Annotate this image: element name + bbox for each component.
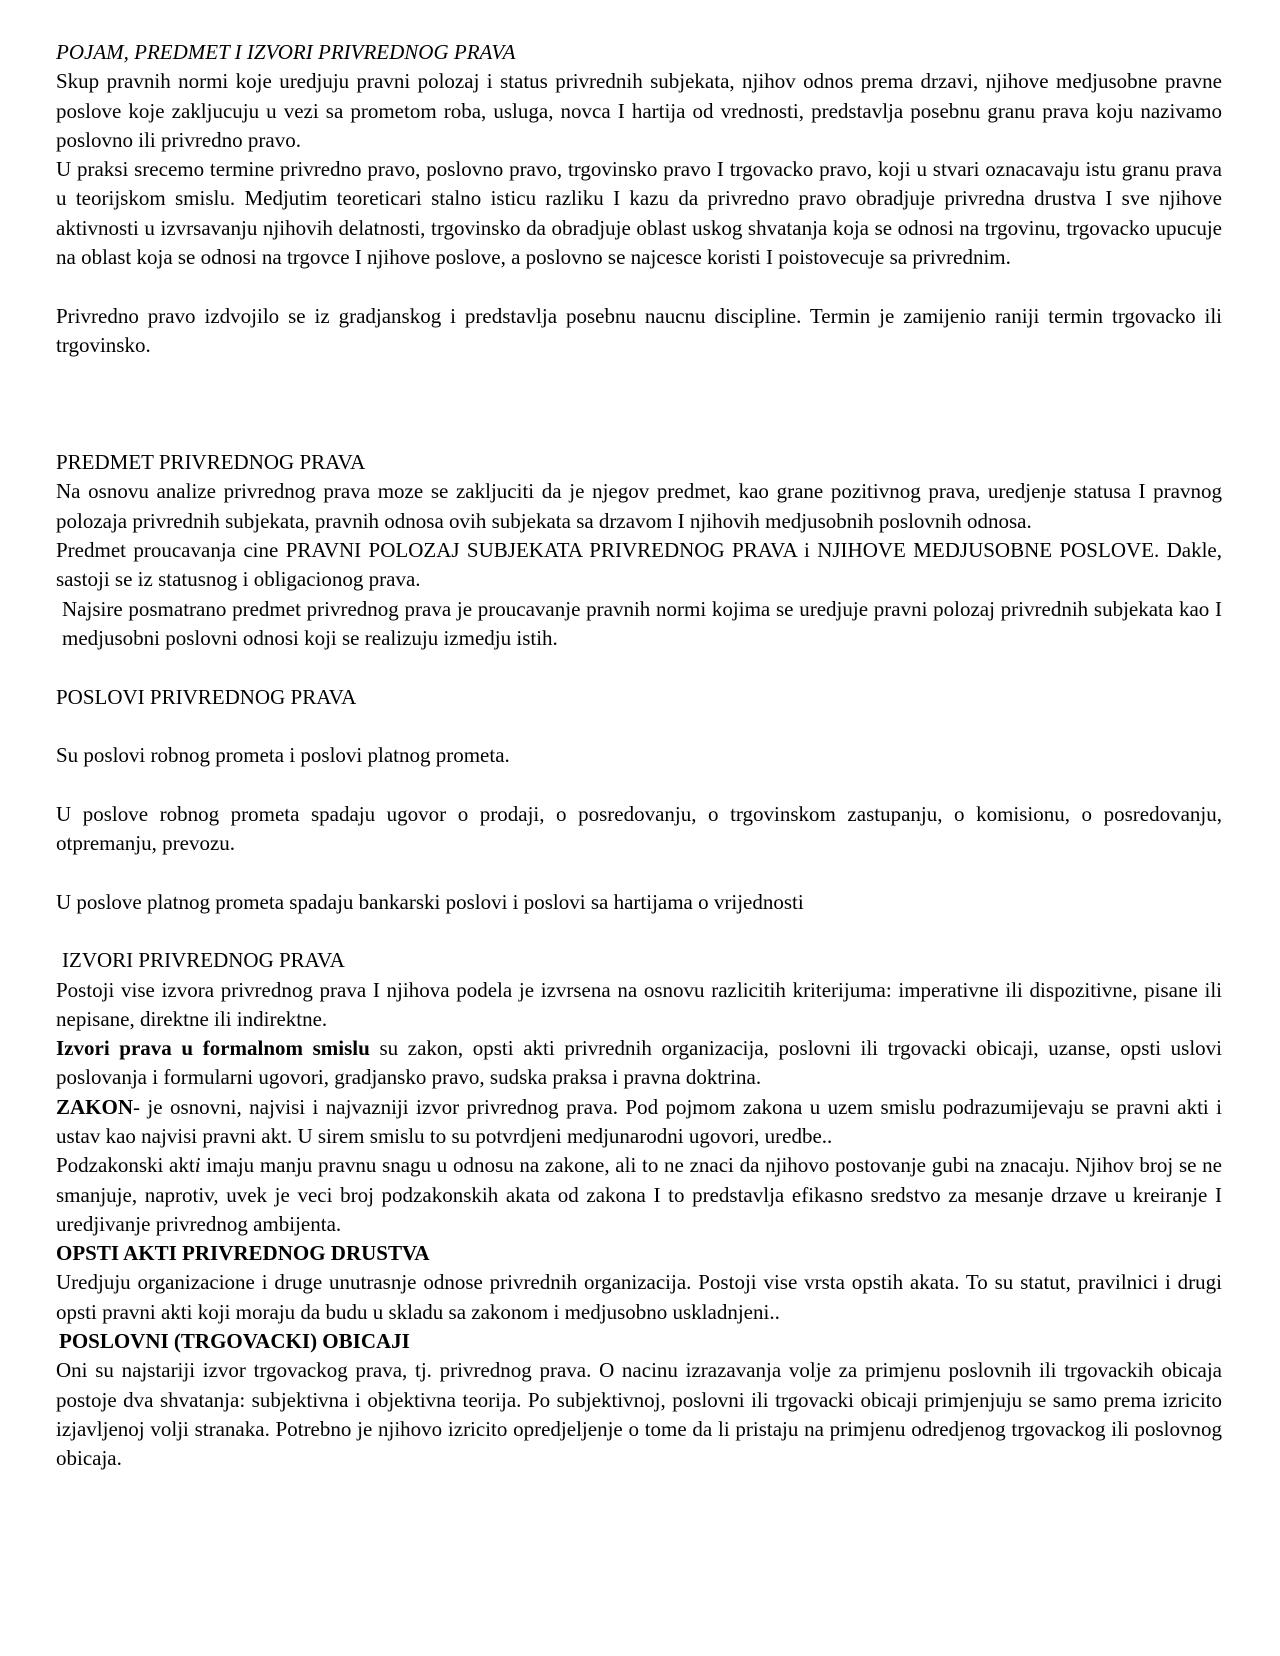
text-podzakonski-rest: imaju manju pravnu snagu u odnosu na zakone, ali to ne znaci da njihovo postovanje gubi na znacaju. Njihov broj se ne smanjuje, naprotiv, uvek je veci broj podzakonskih akata od zakona I to predstavlja efikasno sredstvo za mesanje drzave u kreiranje I uredjivanje privrednog ambijenta.: [56, 1153, 1222, 1236]
paragraph-origin: Privredno pravo izdvojilo se iz gradjanskog i predstavlja posebnu naucnu discipline. Termin je zamijenio raniji termin trgovacko ili trgovinsko.: [56, 303, 1222, 357]
paragraph-obicaji: Oni su najstariji izvor trgovackog prava, tj. privrednog prava. O nacinu izrazavanja volje za primjenu poslovnih ili trgovackih obicaja postoje dva shvatanja: subjektivna i objektivna teorija. Po subjektivnoj, poslovni ili trgovacki obicaji primjenjuju se samo prema izricito izjavljenoj volji stranaka. Potrebno je njihovo izricito opredjeljenje o tome da li pristaju na primjenu odredjenog trgovackog ili poslovnog obicaja.: [56, 1358, 1222, 1471]
paragraph-poslovi-platni: U poslove platnog prometa spadaju bankarski poslovi i poslovi sa hartijama o vrijednosti: [56, 889, 804, 914]
text-podzakonski-t: t: [188, 1153, 195, 1178]
spacer: [56, 653, 1222, 682]
document-page: [56, 38, 1222, 1474]
paragraph-izvori-formal: [56, 1034, 1222, 1093]
document-title: POJAM, PREDMET I IZVORI PRIVREDNOG PRAVA: [56, 40, 516, 64]
heading-opsti-akti: OPSTI AKTI PRIVREDNOG DRUSTVA: [56, 1241, 430, 1266]
spacer: [56, 770, 1222, 799]
heading-obicaji: POSLOVNI (TRGOVACKI) OBICAJI: [59, 1329, 410, 1354]
spacer: [56, 360, 1222, 448]
paragraph-poslovi-types: Su poslovi robnog prometa i poslovi platnog prometa.: [56, 743, 510, 768]
paragraph-terminology: U praksi srecemo termine privredno pravo, poslovno pravo, trgovinsko pravo I trgovacko pravo, koji u stvari oznacavaju istu granu prava u teorijskom smislu. Medjutim teoreticari stalno isticu razliku I kazu da privredno pravo obradjuje privredna drustva I sve njihove aktivnosti u izvrsavanju njihovih delatnosti, trgovinsko da obradjuje oblast uskog shvatanja koja se odnosi na trgovinu, trgovacko upucuje na oblast koja se odnosi na trgovce I njihove poslove, a poslovno se najcesce koristi I poistovecuje sa privrednim.: [56, 157, 1222, 270]
spacer: [56, 917, 1222, 946]
paragraph-opsti-akti: Uredjuju organizacione i druge unutrasnje odnose privrednih organizacija. Postoji vise vrsta opstih akata. To su statut, pravilnici i drugi opsti pravni akti koji moraju da budu u skladu sa zakonom i medjusobno uskladnjeni..: [56, 1270, 1222, 1324]
term-zakon: ZAKON: [56, 1094, 134, 1119]
text-podzakonski-a: Podzakonski ak: [56, 1153, 189, 1178]
paragraph-poslovi-robni: U poslove robnog prometa spadaju ugovor o prodaji, o posredovanju, o trgovinskom zastupanju, o komisionu, o posredovanju, otpremanju, prevozu.: [56, 801, 1222, 856]
heading-poslovi: POSLOVI PRIVREDNOG PRAVA: [56, 684, 357, 709]
paragraph-predmet-analysis: Na osnovu analize privrednog prava moze se zakljuciti da je njegov predmet, kao grane pozitivnog prava, uredjenje statusa I pravnog polozaja privrednih subjekata, pravnih odnosa ovih subjekata sa drzavom I njihovih medjusobnih poslovnih odnosa.: [56, 479, 1222, 533]
term-formal-sources: Izvori prava u formalnom smislu: [56, 1036, 370, 1061]
paragraph-predmet-subject: Predmet proucavanja cine PRAVNI POLOZAJ SUBJEKATA PRIVREDNOG PRAVA i NJIHOVE MEDJUSOBNE POSLOVE. Dakle, sastoji se iz statusnog i obligacionog prava.: [56, 538, 1222, 592]
paragraph-predmet-broad: Najsire posmatrano predmet privrednog prava je proucavanje pravnih normi kojima se uredjuje pravni polozaj privrednih subjekata kao I medjusobni poslovni odnosi koji se realizuju izmedju istih.: [62, 596, 1222, 650]
text-zakon: - je osnovni, najvisi i najvazniji izvor privrednog prava. Pod pojmom zakona u uzem smislu podrazumijevaju se pravni akti i ustav kao najvisi pravni akt. U sirem smislu to su potvrdjeni medjunarodni ugovori, uredbe..: [56, 1094, 1222, 1148]
paragraph-izvori-intro: Postoji vise izvora privrednog prava I njihova podela je izvrsena na osnovu razlicitih kriterijuma: imperativne ili dispozitivne, pisane ili nepisane, direktne ili indirektne.: [56, 977, 1222, 1031]
text-formal-sources: su zakon, opsti akti privrednih organizacija, poslovni ili trgovacki obicaji, uzanse, opsti uslovi poslovanja i formularni ugovori, gradjansko pravo, sudska praksa i pravna doktrina.: [56, 1036, 1223, 1090]
heading-predmet: PREDMET PRIVREDNOG PRAVA: [56, 450, 366, 475]
spacer: [56, 858, 1222, 887]
spacer: [56, 272, 1222, 301]
paragraph-definition: Skup pravnih normi koje uredjuju pravni polozaj i status privrednih subjekata, njihov odnos prema drzavi, njihove medjusobne pravne poslove koje zakljucuju u vezi sa prometom roba, usluga, novca I hartija od vrednosti, predstavlja posebnu granu prava koju nazivamo poslovno ili privredno pravo.: [56, 69, 1222, 152]
paragraph-podzakonski: [56, 1151, 1222, 1239]
paragraph-zakon: [56, 1093, 1222, 1152]
heading-izvori: IZVORI PRIVREDNOG PRAVA: [62, 948, 345, 973]
text-podzakonski-i: i: [194, 1153, 201, 1178]
spacer: [56, 712, 1222, 741]
